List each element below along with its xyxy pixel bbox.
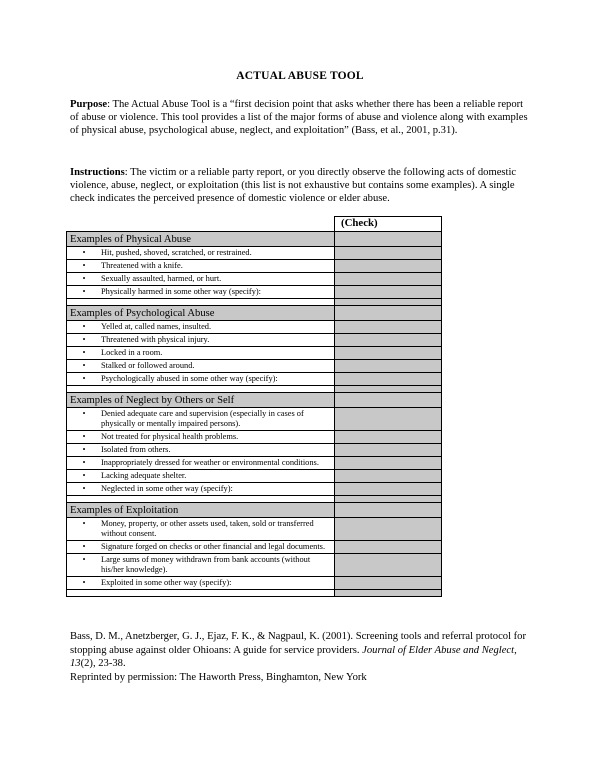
spacer-row <box>67 590 442 597</box>
table-row <box>67 518 442 541</box>
list-item: Inappropriately dressed for weather or environmental conditions. <box>101 458 319 467</box>
item-cell <box>67 286 335 299</box>
check-cell[interactable] <box>335 247 442 260</box>
check-cell[interactable] <box>335 360 442 373</box>
check-cell[interactable] <box>335 286 442 299</box>
list-item: Threatened with physical injury. <box>101 335 210 344</box>
item-cell <box>67 373 335 386</box>
citation-volume-sep: , <box>514 644 517 656</box>
table-row <box>67 373 442 386</box>
spacer-cell <box>67 496 335 503</box>
purpose-paragraph <box>70 98 532 137</box>
table-row <box>67 431 442 444</box>
table-row <box>67 577 442 590</box>
table-row <box>67 347 442 360</box>
check-cell[interactable] <box>335 299 442 306</box>
item-cell <box>67 444 335 457</box>
check-cell[interactable] <box>335 503 442 518</box>
item-cell <box>67 483 335 496</box>
list-item: Signature forged on checks or other financial and legal documents. <box>101 542 326 551</box>
check-cell[interactable] <box>335 554 442 577</box>
item-cell <box>67 247 335 260</box>
section-heading: Examples of Psychological Abuse <box>67 306 335 321</box>
list-item: Locked in a room. <box>101 348 163 357</box>
table-row <box>67 541 442 554</box>
table-row <box>67 457 442 470</box>
document-title: ACTUAL ABUSE TOOL <box>236 70 364 82</box>
section-heading-row <box>67 503 442 518</box>
check-cell[interactable] <box>335 306 442 321</box>
instructions-label: Instructions <box>70 167 125 178</box>
item-cell <box>67 321 335 334</box>
section-heading-row <box>67 232 442 247</box>
item-cell <box>67 347 335 360</box>
check-cell[interactable] <box>335 483 442 496</box>
check-cell[interactable] <box>335 386 442 393</box>
bullet-icon: • <box>82 578 86 587</box>
item-cell <box>67 470 335 483</box>
check-cell[interactable] <box>335 444 442 457</box>
spacer-cell <box>67 590 335 597</box>
bullet-icon: • <box>82 261 86 270</box>
check-cell[interactable] <box>335 541 442 554</box>
bullet-icon: • <box>82 409 86 418</box>
purpose-text: : The Actual Abuse Tool is a “first decision point that asks whether there has been a reliable report of abuse or violence. This tool provides a list of the major forms of abuse and violence along with examples of physical abuse, psychological abuse, neglect, and exploitation” (Bass, et al., 2001, p.31). <box>70 99 528 136</box>
check-cell[interactable] <box>335 496 442 503</box>
bullet-icon: • <box>82 287 86 296</box>
citation-journal: Journal of Elder Abuse and Neglect <box>362 644 515 656</box>
list-item: Isolated from others. <box>101 445 171 454</box>
table-row <box>67 321 442 334</box>
table-row <box>67 334 442 347</box>
spacer-cell <box>67 386 335 393</box>
check-cell[interactable] <box>335 577 442 590</box>
check-cell[interactable] <box>335 334 442 347</box>
bullet-icon: • <box>82 432 86 441</box>
check-cell[interactable] <box>335 260 442 273</box>
spacer-row <box>67 496 442 503</box>
table-row <box>67 286 442 299</box>
purpose-label: Purpose <box>70 99 108 110</box>
list-item: Exploited in some other way (specify): <box>101 578 232 587</box>
bullet-icon: • <box>82 274 86 283</box>
list-item: Not treated for physical health problems. <box>101 432 239 441</box>
table-row <box>67 260 442 273</box>
item-cell <box>67 518 335 541</box>
item-cell <box>67 334 335 347</box>
list-item: Stalked or followed around. <box>101 361 195 370</box>
list-item: Lacking adequate shelter. <box>101 471 187 480</box>
check-cell[interactable] <box>335 590 442 597</box>
item-cell <box>67 431 335 444</box>
check-cell[interactable] <box>335 393 442 408</box>
table-row <box>67 470 442 483</box>
check-cell[interactable] <box>335 373 442 386</box>
table-header-row <box>67 217 442 232</box>
reprint-note: Reprinted by permission: The Haworth Press, Binghamton, New York <box>70 671 367 683</box>
item-cell <box>67 577 335 590</box>
list-item: Physically harmed in some other way (specify): <box>101 287 262 296</box>
citation-volume: 13 <box>70 658 81 669</box>
abuse-checklist-table <box>66 216 442 597</box>
reference-block <box>70 630 540 684</box>
citation-pages: (2), 23-38. <box>80 658 126 669</box>
list-item: Sexually assaulted, harmed, or hurt. <box>101 274 222 283</box>
check-cell[interactable] <box>335 518 442 541</box>
list-item: Psychologically abused in some other way (specify): <box>101 374 278 383</box>
item-cell <box>67 541 335 554</box>
bullet-icon: • <box>82 361 86 370</box>
table-row <box>67 408 442 431</box>
item-cell <box>67 273 335 286</box>
list-item: Large sums of money withdrawn from bank accounts (without his/her knowledge). <box>101 555 311 574</box>
item-cell <box>67 408 335 431</box>
section-heading: Examples of Neglect by Others or Self <box>67 393 335 408</box>
list-item: Denied adequate care and supervision (especially in cases of physically or mentally impaired persons). <box>101 409 304 428</box>
spacer-row <box>67 386 442 393</box>
bullet-icon: • <box>82 542 86 551</box>
check-cell[interactable] <box>335 408 442 431</box>
check-cell[interactable] <box>335 431 442 444</box>
item-cell <box>67 554 335 577</box>
table-row <box>67 247 442 260</box>
bullet-icon: • <box>82 335 86 344</box>
check-cell[interactable] <box>335 321 442 334</box>
bullet-icon: • <box>82 248 86 257</box>
bullet-icon: • <box>82 484 86 493</box>
section-heading: Examples of Physical Abuse <box>67 232 335 247</box>
instructions-text: : The victim or a reliable party report, or you directly observe the following acts of domestic violence, abuse, neglect, or exploitation (this list is not exhaustive but contains some examples). A single check indicates the perceived presence of domestic violence or elder abuse. <box>70 167 517 204</box>
check-column-header: (Check) <box>335 217 442 232</box>
spacer-row <box>67 299 442 306</box>
table-row <box>67 554 442 577</box>
table-row <box>67 444 442 457</box>
bullet-icon: • <box>82 471 86 480</box>
check-cell[interactable] <box>335 347 442 360</box>
table-row <box>67 273 442 286</box>
instructions-paragraph <box>70 166 532 205</box>
item-cell <box>67 457 335 470</box>
bullet-icon: • <box>82 374 86 383</box>
bullet-icon: • <box>82 555 86 564</box>
list-item: Threatened with a knife. <box>101 261 183 270</box>
section-heading-row <box>67 306 442 321</box>
check-cell[interactable] <box>335 457 442 470</box>
citation <box>70 630 540 671</box>
bullet-icon: • <box>82 519 86 528</box>
table-header-blank <box>67 217 335 232</box>
table-row <box>67 360 442 373</box>
section-heading: Examples of Exploitation <box>67 503 335 518</box>
check-cell[interactable] <box>335 470 442 483</box>
section-heading-row <box>67 393 442 408</box>
item-cell <box>67 360 335 373</box>
bullet-icon: • <box>82 458 86 467</box>
item-cell <box>67 260 335 273</box>
citation-authors-title: Bass, D. M., Anetzberger, G. J., Ejaz, F. K., & Nagpaul, K. (2001). Screening tools and referral protocol for stopping abuse against older Ohioans: A guide for service providers. <box>70 631 527 656</box>
bullet-icon: • <box>82 322 86 331</box>
list-item: Yelled at, called names, insulted. <box>101 322 212 331</box>
list-item: Neglected in some other way (specify): <box>101 484 233 493</box>
list-item: Hit, pushed, shoved, scratched, or restrained. <box>101 248 252 257</box>
list-item: Money, property, or other assets used, taken, sold or transferred without consent. <box>101 519 314 538</box>
bullet-icon: • <box>82 445 86 454</box>
check-cell[interactable] <box>335 273 442 286</box>
spacer-cell <box>67 299 335 306</box>
check-cell[interactable] <box>335 232 442 247</box>
table-row <box>67 483 442 496</box>
bullet-icon: • <box>82 348 86 357</box>
